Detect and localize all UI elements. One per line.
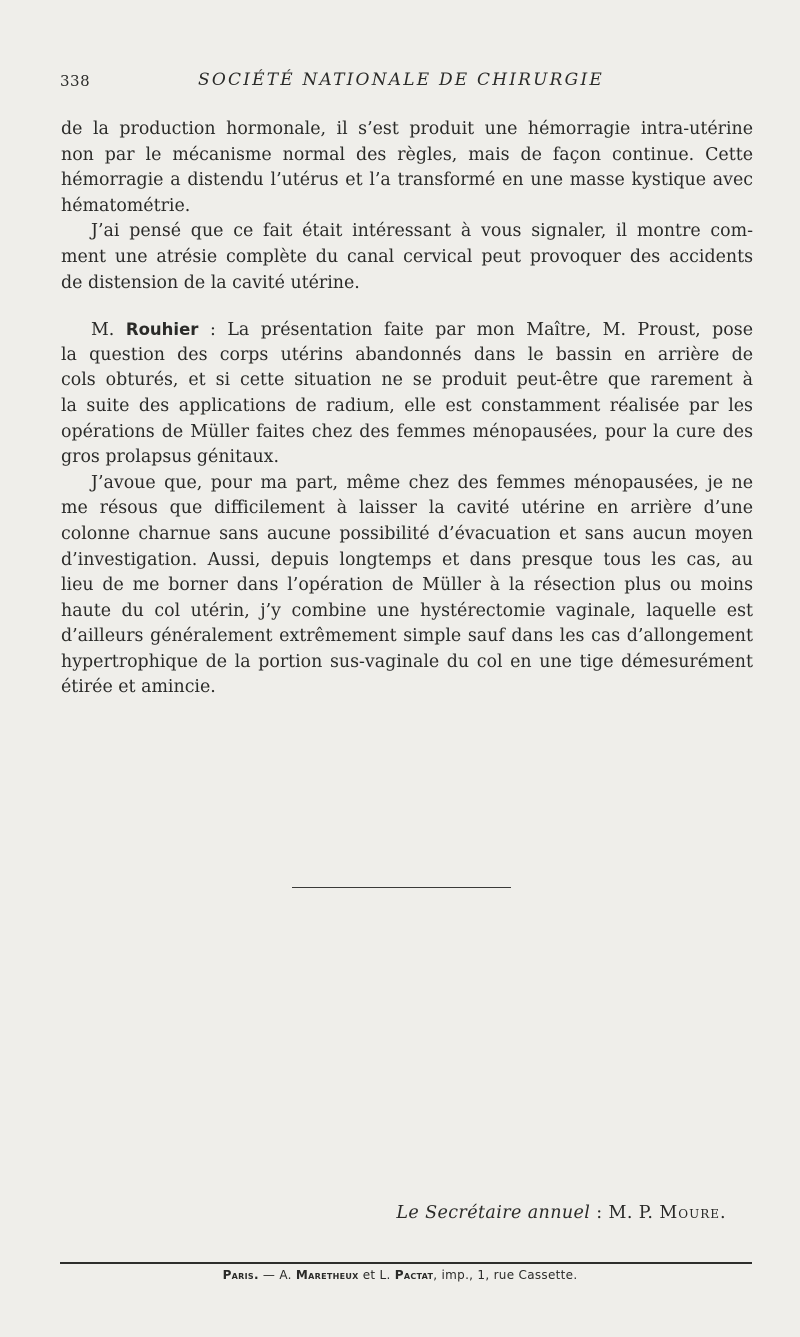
- section-divider: [292, 887, 511, 888]
- paragraph-gap: [61, 296, 753, 317]
- printer-imprint: [0, 1268, 800, 1282]
- page-number: 338: [60, 72, 91, 90]
- text-line: lieu de me borner dans l’opération de Müller à la résection plus ou moins: [61, 575, 753, 596]
- text-line: ment une atrésie complète du canal cervical peut provoquer des accidents: [61, 246, 753, 267]
- imprint-address: , imp., 1, rue Cassette.: [433, 1268, 578, 1282]
- text-line: J’avoue que, pour ma part, même chez des femmes ménopausées, je ne: [91, 472, 753, 493]
- speaker-title: M.: [91, 320, 126, 341]
- imprint-dash: — A.: [258, 1268, 296, 1282]
- text-line: la question des corps utérins abandonnés dans le bassin en arrière de: [61, 344, 753, 365]
- article-body: [61, 117, 753, 701]
- text-line: hypertrophique de la portion sus-vaginale du col en une tige démesurément: [61, 651, 753, 672]
- signature-end: .: [720, 1203, 726, 1223]
- journal-title: SOCIÉTÉ NATIONALE DE CHIRURGIE: [198, 70, 604, 90]
- text-line: de distension de la cavité utérine.: [61, 272, 360, 293]
- text-line: de la production hormonale, il s’est produit une hémorragie intra-utérine: [61, 119, 753, 139]
- text-line: la suite des applications de radium, elle est constamment réalisée par les: [61, 395, 753, 416]
- imprint-printer-2: Pactat: [394, 1268, 434, 1282]
- running-header: [56, 70, 746, 96]
- speaker-name: Rouhier: [125, 320, 199, 340]
- text-line: [61, 317, 753, 343]
- signature-role: Le Secrétaire annuel: [396, 1203, 591, 1223]
- text-line: d’ailleurs généralement extrêmement simple sauf dans les cas d’allongement: [61, 626, 753, 647]
- text-line: non par le mécanisme normal des règles, mais de façon continue. Cette: [61, 144, 753, 165]
- speaker-line-text: : La présentation faite par mon Maître, M. Proust, pose: [198, 320, 753, 341]
- text-line: hémorragie a distendu l’utérus et l’a transformé en une masse kystique avec: [61, 170, 753, 191]
- imprint-printer-1: Maretheux: [295, 1268, 359, 1282]
- text-line: haute du col utérin, j’y combine une hystérectomie vaginale, laquelle est: [61, 600, 753, 621]
- paragraph-hormonal-hemorrhage: [61, 117, 753, 219]
- signature-separator: :: [590, 1203, 609, 1223]
- text-line: cols obturés, et si cette situation ne se produit peut-être que rarement à: [61, 370, 753, 391]
- text-line: me résous que difficilement à laisser la cavité utérine en arrière d’une: [61, 498, 753, 519]
- signature-surname: Moure: [659, 1203, 721, 1223]
- paragraph-cervical-atresia: [61, 219, 753, 296]
- imprint-city: Paris.: [222, 1268, 259, 1282]
- text-line: J’ai pensé que ce fait était intéressant à vous signaler, il montre com-: [91, 221, 753, 242]
- text-line: hématométrie.: [61, 195, 191, 216]
- text-line: colonne charnue sans aucune possibilité d’évacuation et sans aucun moyen: [61, 523, 753, 544]
- paragraph-muller-operation: [61, 471, 753, 701]
- imprint-and: et L.: [358, 1268, 395, 1282]
- text-line: gros prolapsus génitaux.: [61, 447, 280, 468]
- text-line: opérations de Müller faites chez des femmes ménopausées, pour la cure des: [61, 421, 753, 442]
- text-line: étirée et amincie.: [61, 677, 216, 698]
- footer-rule: [60, 1262, 752, 1264]
- signature-initials: M. P.: [608, 1203, 660, 1223]
- secretary-signature: [396, 1203, 726, 1223]
- paragraph-rouhier-intervention: [61, 317, 753, 471]
- text-line: d’investigation. Aussi, depuis longtemps et dans presque tous les cas, au: [61, 549, 753, 570]
